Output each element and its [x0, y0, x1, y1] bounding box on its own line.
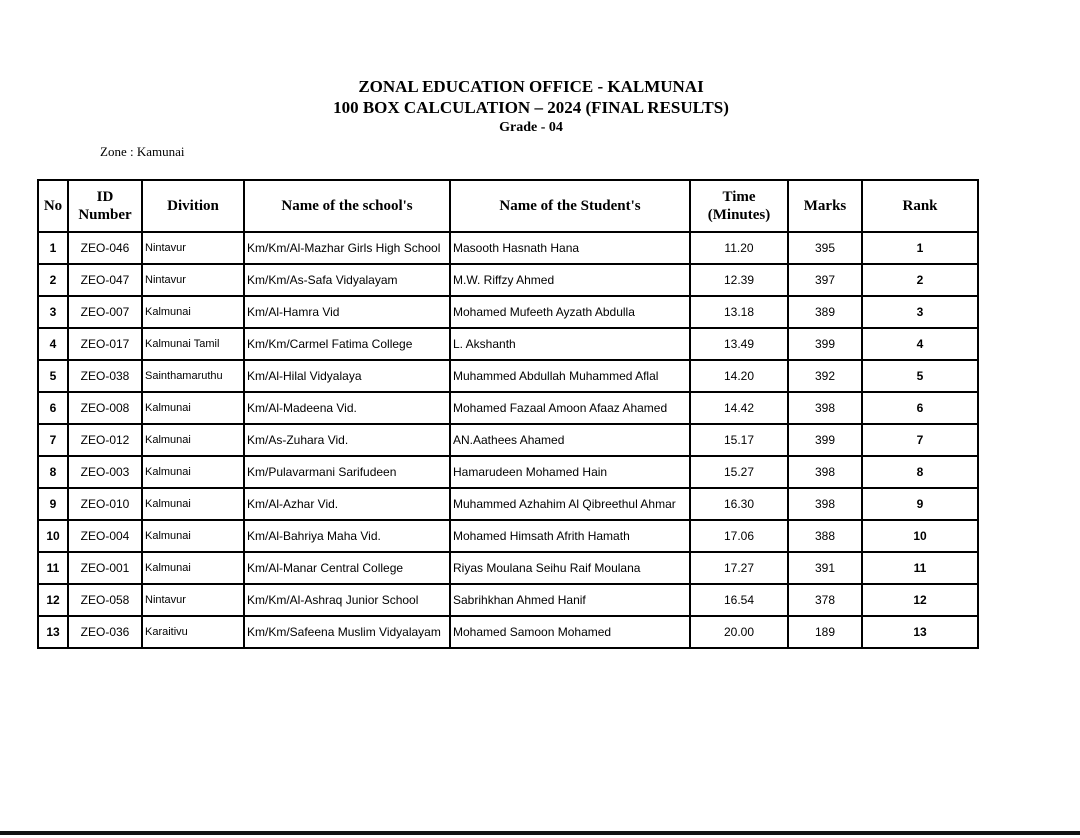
cell-id: ZEO-003: [68, 456, 142, 488]
cell-division: Kalmunai: [142, 424, 244, 456]
cell-division: Nintavur: [142, 584, 244, 616]
cell-time: 16.30: [690, 488, 788, 520]
cell-division: Kalmunai: [142, 456, 244, 488]
cell-id: ZEO-047: [68, 264, 142, 296]
cell-rank: 4: [862, 328, 978, 360]
cell-student: Sabrihkhan Ahmed Hanif: [450, 584, 690, 616]
cell-school: Km/Al-Bahriya Maha Vid.: [244, 520, 450, 552]
col-header-rank: Rank: [862, 180, 978, 232]
cell-no: 11: [38, 552, 68, 584]
cell-rank: 13: [862, 616, 978, 648]
office-title: ZONAL EDUCATION OFFICE - KALMUNAI: [358, 77, 704, 96]
cell-time: 17.06: [690, 520, 788, 552]
cell-id: ZEO-001: [68, 552, 142, 584]
table-row: [38, 584, 978, 616]
cell-marks: 398: [788, 456, 862, 488]
cell-id: ZEO-008: [68, 392, 142, 424]
cell-marks: 399: [788, 328, 862, 360]
cell-marks: 399: [788, 424, 862, 456]
table-row: [38, 456, 978, 488]
col-header-school: Name of the school's: [244, 180, 450, 232]
col-header-no: No: [38, 180, 68, 232]
grade-label: Grade - 04: [499, 120, 563, 135]
cell-id: ZEO-007: [68, 296, 142, 328]
cell-school: Km/As-Zuhara Vid.: [244, 424, 450, 456]
col-header-id-line1: ID: [96, 189, 114, 205]
cell-no: 12: [38, 584, 68, 616]
cell-no: 7: [38, 424, 68, 456]
table-row: [38, 392, 978, 424]
cell-student: Mohamed Mufeeth Ayzath Abdulla: [450, 296, 690, 328]
report-title: 100 BOX CALCULATION – 2024 (FINAL RESULTS): [333, 98, 729, 117]
cell-time: 16.54: [690, 584, 788, 616]
cell-id: ZEO-058: [68, 584, 142, 616]
table-row: [38, 264, 978, 296]
cell-rank: 6: [862, 392, 978, 424]
cell-student: L. Akshanth: [450, 328, 690, 360]
col-header-student: Name of the Student's: [450, 180, 690, 232]
cell-time: 14.42: [690, 392, 788, 424]
cell-student: Mohamed Samoon Mohamed: [450, 616, 690, 648]
cell-student: Masooth Hasnath Hana: [450, 232, 690, 264]
cell-rank: 10: [862, 520, 978, 552]
cell-id: ZEO-038: [68, 360, 142, 392]
cell-student: Hamarudeen Mohamed Hain: [450, 456, 690, 488]
cell-id: ZEO-004: [68, 520, 142, 552]
cell-rank: 9: [862, 488, 978, 520]
cell-rank: 2: [862, 264, 978, 296]
cell-school: Km/Km/Al-Ashraq Junior School: [244, 584, 450, 616]
cell-division: Kalmunai: [142, 520, 244, 552]
cell-no: 9: [38, 488, 68, 520]
cell-school: Km/Al-Manar Central College: [244, 552, 450, 584]
cell-no: 13: [38, 616, 68, 648]
cell-time: 20.00: [690, 616, 788, 648]
cell-no: 4: [38, 328, 68, 360]
cell-school: Km/Km/Carmel Fatima College: [244, 328, 450, 360]
cell-rank: 12: [862, 584, 978, 616]
cell-school: Km/Km/Al-Mazhar Girls High School: [244, 232, 450, 264]
cell-rank: 7: [862, 424, 978, 456]
cell-school: Km/Km/As-Safa Vidyalayam: [244, 264, 450, 296]
cell-rank: 8: [862, 456, 978, 488]
col-header-id-line2: Number: [78, 207, 132, 223]
cell-division: Nintavur: [142, 264, 244, 296]
cell-no: 6: [38, 392, 68, 424]
cell-division: Kalmunai: [142, 392, 244, 424]
cell-no: 3: [38, 296, 68, 328]
cell-division: Karaitivu: [142, 616, 244, 648]
cell-school: Km/Al-Madeena Vid.: [244, 392, 450, 424]
cell-rank: 1: [862, 232, 978, 264]
cell-division: Nintavur: [142, 232, 244, 264]
document-header: [0, 76, 1062, 138]
cell-school: Km/Km/Safeena Muslim Vidyalayam: [244, 616, 450, 648]
cell-school: Km/Al-Hamra Vid: [244, 296, 450, 328]
cell-rank: 11: [862, 552, 978, 584]
results-table: [37, 179, 979, 649]
col-header-marks: Marks: [788, 180, 862, 232]
cell-student: Riyas Moulana Seihu Raif Moulana: [450, 552, 690, 584]
table-row: [38, 328, 978, 360]
cell-marks: 378: [788, 584, 862, 616]
cell-marks: 388: [788, 520, 862, 552]
col-header-id: [68, 180, 142, 232]
cell-student: Mohamed Fazaal Amoon Afaaz Ahamed: [450, 392, 690, 424]
cell-rank: 3: [862, 296, 978, 328]
cell-division: Kalmunai: [142, 296, 244, 328]
cell-school: Km/Al-Azhar Vid.: [244, 488, 450, 520]
cell-student: Mohamed Himsath Afrith Hamath: [450, 520, 690, 552]
bottom-divider: [0, 831, 1080, 835]
cell-marks: 389: [788, 296, 862, 328]
cell-school: Km/Al-Hilal Vidyalaya: [244, 360, 450, 392]
cell-marks: 397: [788, 264, 862, 296]
cell-id: ZEO-010: [68, 488, 142, 520]
cell-marks: 395: [788, 232, 862, 264]
table-row: [38, 296, 978, 328]
col-header-time-line1: Time: [722, 189, 756, 205]
cell-id: ZEO-036: [68, 616, 142, 648]
cell-time: 13.18: [690, 296, 788, 328]
cell-student: AN.Aathees Ahamed: [450, 424, 690, 456]
cell-id: ZEO-012: [68, 424, 142, 456]
cell-no: 8: [38, 456, 68, 488]
cell-division: Kalmunai Tamil: [142, 328, 244, 360]
cell-division: Kalmunai: [142, 552, 244, 584]
cell-student: Muhammed Azhahim Al Qibreethul Ahmar: [450, 488, 690, 520]
cell-rank: 5: [862, 360, 978, 392]
cell-time: 11.20: [690, 232, 788, 264]
cell-time: 13.49: [690, 328, 788, 360]
cell-no: 2: [38, 264, 68, 296]
table-row: [38, 488, 978, 520]
col-header-time: [690, 180, 788, 232]
cell-time: 15.27: [690, 456, 788, 488]
cell-marks: 189: [788, 616, 862, 648]
cell-no: 5: [38, 360, 68, 392]
cell-id: ZEO-017: [68, 328, 142, 360]
table-row: [38, 232, 978, 264]
cell-marks: 398: [788, 392, 862, 424]
cell-student: Muhammed Abdullah Muhammed Aflal: [450, 360, 690, 392]
table-header-row: [38, 180, 978, 232]
table-row: [38, 520, 978, 552]
col-header-time-line2: (Minutes): [707, 207, 771, 223]
cell-division: Kalmunai: [142, 488, 244, 520]
cell-school: Km/Pulavarmani Sarifudeen: [244, 456, 450, 488]
cell-time: 14.20: [690, 360, 788, 392]
cell-division: Sainthamaruthu: [142, 360, 244, 392]
cell-marks: 391: [788, 552, 862, 584]
cell-id: ZEO-046: [68, 232, 142, 264]
cell-marks: 392: [788, 360, 862, 392]
zone-label: Zone : Kamunai: [100, 144, 185, 159]
cell-time: 15.17: [690, 424, 788, 456]
table-body: [38, 232, 978, 648]
table-row: [38, 616, 978, 648]
table-row: [38, 360, 978, 392]
col-header-division: Divition: [142, 180, 244, 232]
cell-time: 17.27: [690, 552, 788, 584]
cell-marks: 398: [788, 488, 862, 520]
table-row: [38, 424, 978, 456]
table-row: [38, 552, 978, 584]
cell-no: 1: [38, 232, 68, 264]
cell-student: M.W. Riffzy Ahmed: [450, 264, 690, 296]
cell-no: 10: [38, 520, 68, 552]
cell-time: 12.39: [690, 264, 788, 296]
